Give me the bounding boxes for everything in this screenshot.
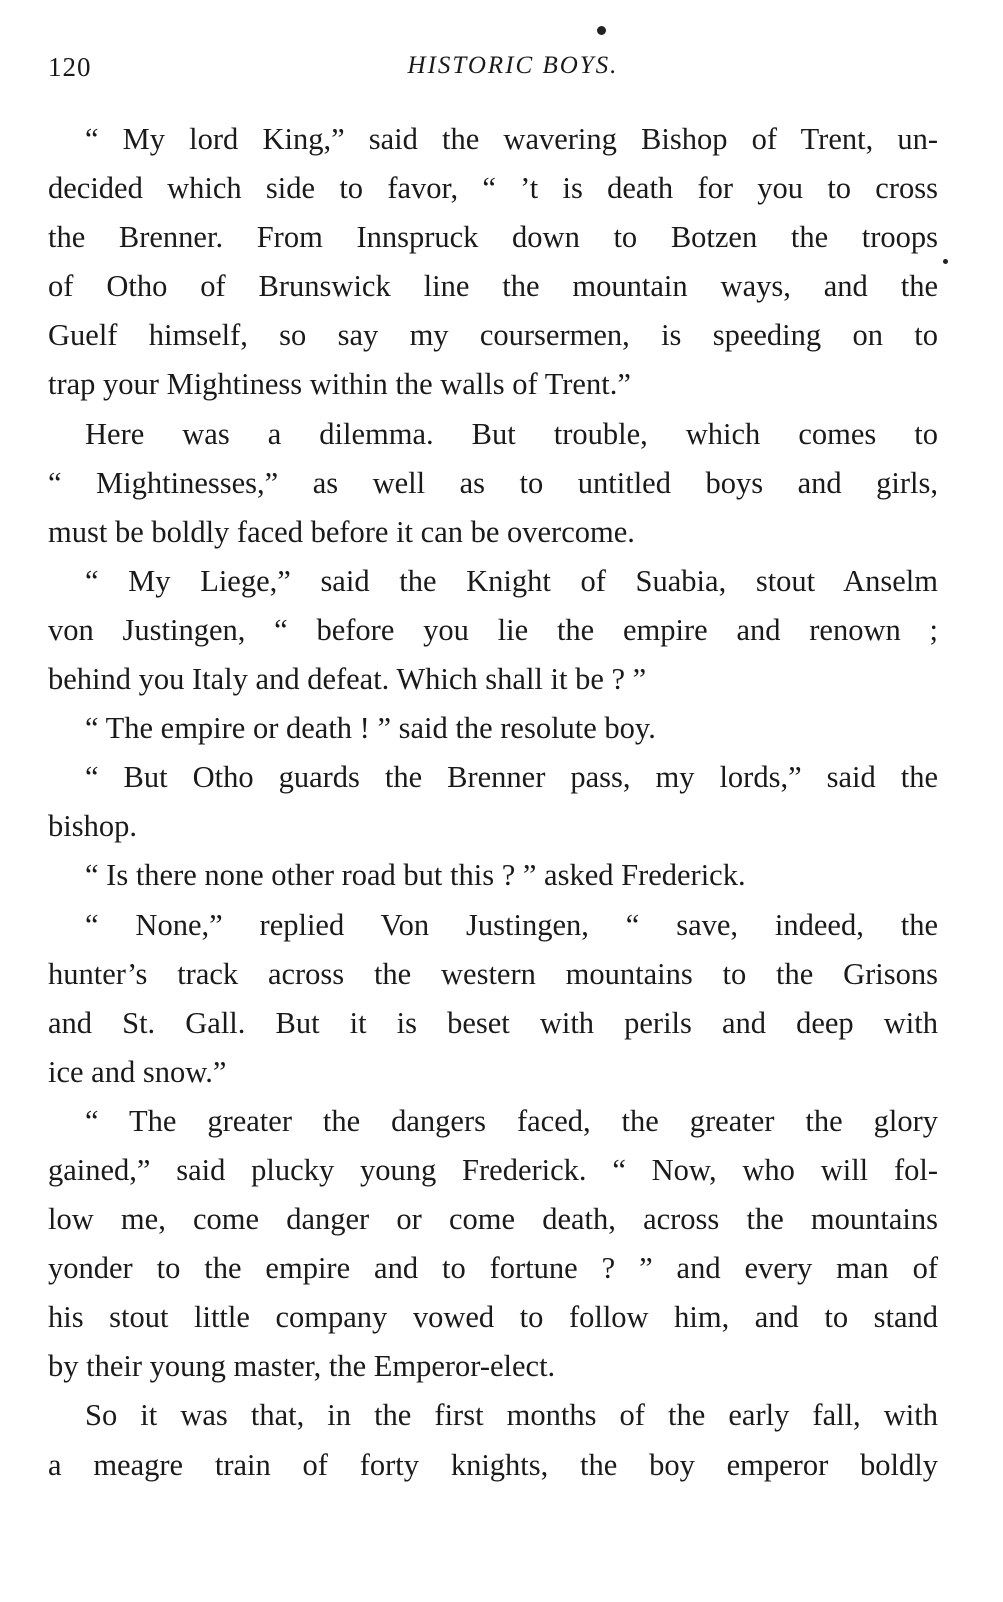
text-line: “ My Liege,” said the Knight of Suabia, stout Anselm (85, 563, 938, 598)
text-line: “ My lord King,” said the wavering Bishop of Trent, un- (85, 122, 938, 156)
text-line: “ None,” replied Von Justingen, “ save, indeed, the (85, 907, 938, 942)
text-line: must be boldly faced before it can be overcome. (48, 514, 635, 549)
text-line: “ The empire or death ! ” said the resolute boy. (85, 711, 656, 746)
text-line: of Otho of Brunswick line the mountain ways, and the (48, 269, 938, 304)
text-line: yonder to the empire and to fortune ? ” and every man of (48, 1251, 938, 1286)
running-head: HISTORIC BOYS. (407, 52, 619, 79)
text-line: Here was a dilemma. But trouble, which comes to (85, 416, 938, 451)
text-line: and St. Gall. But it is beset with perils and deep with (48, 1005, 938, 1040)
text-line: “ Is there none other road but this ? ” asked Frederick. (85, 858, 746, 893)
text-line: Guelf himself, so say my coursermen, is speeding on to (48, 318, 938, 353)
text-line: a meagre train of forty knights, the boy emperor boldly (48, 1447, 938, 1482)
text-line: von Justingen, “ before you lie the empire and renown ; (48, 612, 938, 647)
text-line: gained,” said plucky young Frederick. “ Now, who will fol- (48, 1152, 938, 1187)
text-line: by their young master, the Emperor-elect. (48, 1349, 556, 1384)
ink-speck (943, 259, 948, 264)
text-line: trap your Mightiness within the walls of Trent.” (48, 367, 631, 402)
body-text (48, 115, 938, 1490)
text-line: So it was that, in the first months of the early fall, with (85, 1398, 938, 1433)
text-line: “ The greater the dangers faced, the greater the glory (85, 1103, 938, 1138)
text-line: “ Mightinesses,” as well as to untitled boys and girls, (48, 465, 938, 500)
page-header (48, 52, 938, 92)
ink-speck (597, 26, 606, 35)
text-line: his stout little company vowed to follow him, and to stand (48, 1300, 938, 1335)
text-line: low me, come danger or come death, across the mountains (48, 1202, 938, 1237)
text-line: hunter’s track across the western mountains to the Grisons (48, 956, 938, 991)
page-number: 120 (48, 52, 92, 82)
text-line: bishop. (48, 809, 137, 844)
text-line: “ But Otho guards the Brenner pass, my lords,” said the (85, 760, 938, 795)
text-line: the Brenner. From Innspruck down to Botzen the troops (48, 220, 938, 255)
text-line: behind you Italy and defeat. Which shall it be ? ” (48, 662, 647, 697)
text-line: ice and snow.” (48, 1054, 227, 1089)
text-line: decided which side to favor, “ ’t is death for you to cross (48, 171, 938, 206)
